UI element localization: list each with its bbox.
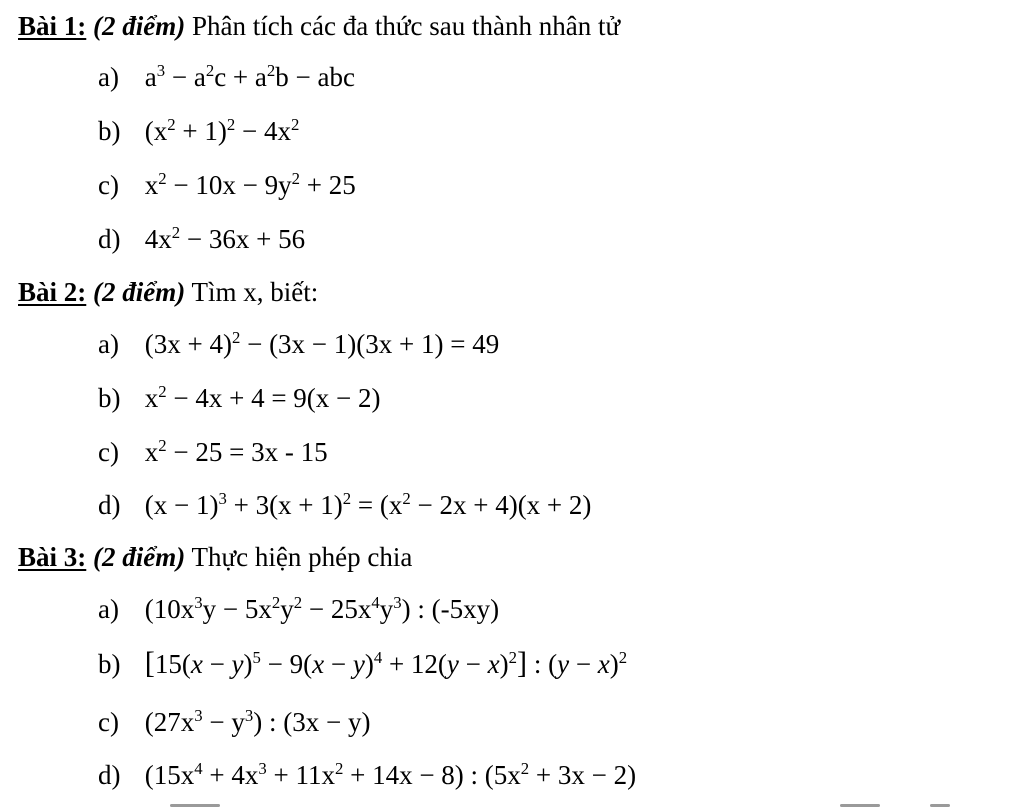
exercise-1b (98, 114, 299, 148)
section-points: (2 điểm) (93, 277, 186, 307)
item-label: c) (98, 707, 119, 737)
section-1-heading (18, 9, 620, 43)
math-expression: $(3x + 4)^2 - (3x - 1)(3x + 1) = 49$ (144, 327, 500, 359)
exercise-2d (98, 488, 591, 522)
math-expression: $(10x^3y - 5x^2y^2 - 25x^4y^3)$ : (-5xy) (144, 592, 500, 624)
section-number: Bài 3: (18, 542, 87, 572)
math-expression: $a^3 - a^2c + a^2b$ − abc (144, 60, 355, 92)
cutoff-mark (840, 804, 880, 807)
section-points: (2 điểm) (93, 542, 186, 572)
item-label: b) (98, 383, 121, 413)
math-expression: $4x^2 - 36x + 56$ (144, 222, 306, 254)
cutoff-mark (170, 804, 220, 807)
item-label: d) (98, 490, 121, 520)
exercise-2b (98, 381, 381, 415)
exercise-2c (98, 435, 328, 469)
item-label: d) (98, 760, 121, 790)
section-instruction: Phân tích các đa thức sau thành nhân tử (192, 11, 621, 41)
item-label: b) (98, 649, 121, 679)
math-expression: $x^2 - 4x + 4 = 9(x - 2)$ (144, 381, 381, 413)
section-number: Bài 1: (18, 11, 87, 41)
section-2-heading (18, 275, 318, 309)
item-label: c) (98, 437, 119, 467)
item-label: c) (98, 170, 119, 200)
math-expression: $(15x^4 + 4x^3 + 11x^2 + 14x - 8)$ : $(5x^2 + 3x - 2)$ (144, 758, 637, 790)
item-label: a) (98, 329, 119, 359)
math-expression: $(x^2 + 1)^2 - 4x^2$ (144, 114, 300, 146)
section-number: Bài 2: (18, 277, 87, 307)
section-instruction: Tìm x, biết: (191, 277, 319, 307)
section-3-heading (18, 540, 412, 574)
item-label: a) (98, 594, 119, 624)
math-expression: $(x - 1)^3 + 3(x + 1)^2 = (x^2 - 2x + 4)(x + 2)$ (144, 488, 592, 520)
exercise-3d (98, 758, 636, 792)
exercise-3b (98, 646, 627, 681)
section-instruction: Thực hiện phép chia (191, 542, 413, 572)
cutoff-mark (930, 804, 950, 807)
math-expression: $x^2 - 25 = 3x - 15$ (144, 435, 328, 467)
exercise-2a (98, 327, 499, 361)
math-expression: $x^2 - 10x - 9y^2 + 25$ (144, 168, 356, 200)
math-expression: $(27x^3 - y^3)$ : (3x − y) (144, 705, 371, 737)
exercise-3a (98, 592, 499, 626)
exercise-1c (98, 168, 356, 202)
exercise-3c (98, 705, 370, 739)
item-label: b) (98, 116, 121, 146)
item-label: d) (98, 224, 121, 254)
math-expression: $[15(x - y)^5 - 9(x - y)^4 + 12(y - x)^2]$ : $(y - x)^2$ (144, 646, 628, 680)
item-label: a) (98, 62, 119, 92)
exercise-1a (98, 60, 355, 94)
section-points: (2 điểm) (93, 11, 186, 41)
exercise-1d (98, 222, 305, 256)
